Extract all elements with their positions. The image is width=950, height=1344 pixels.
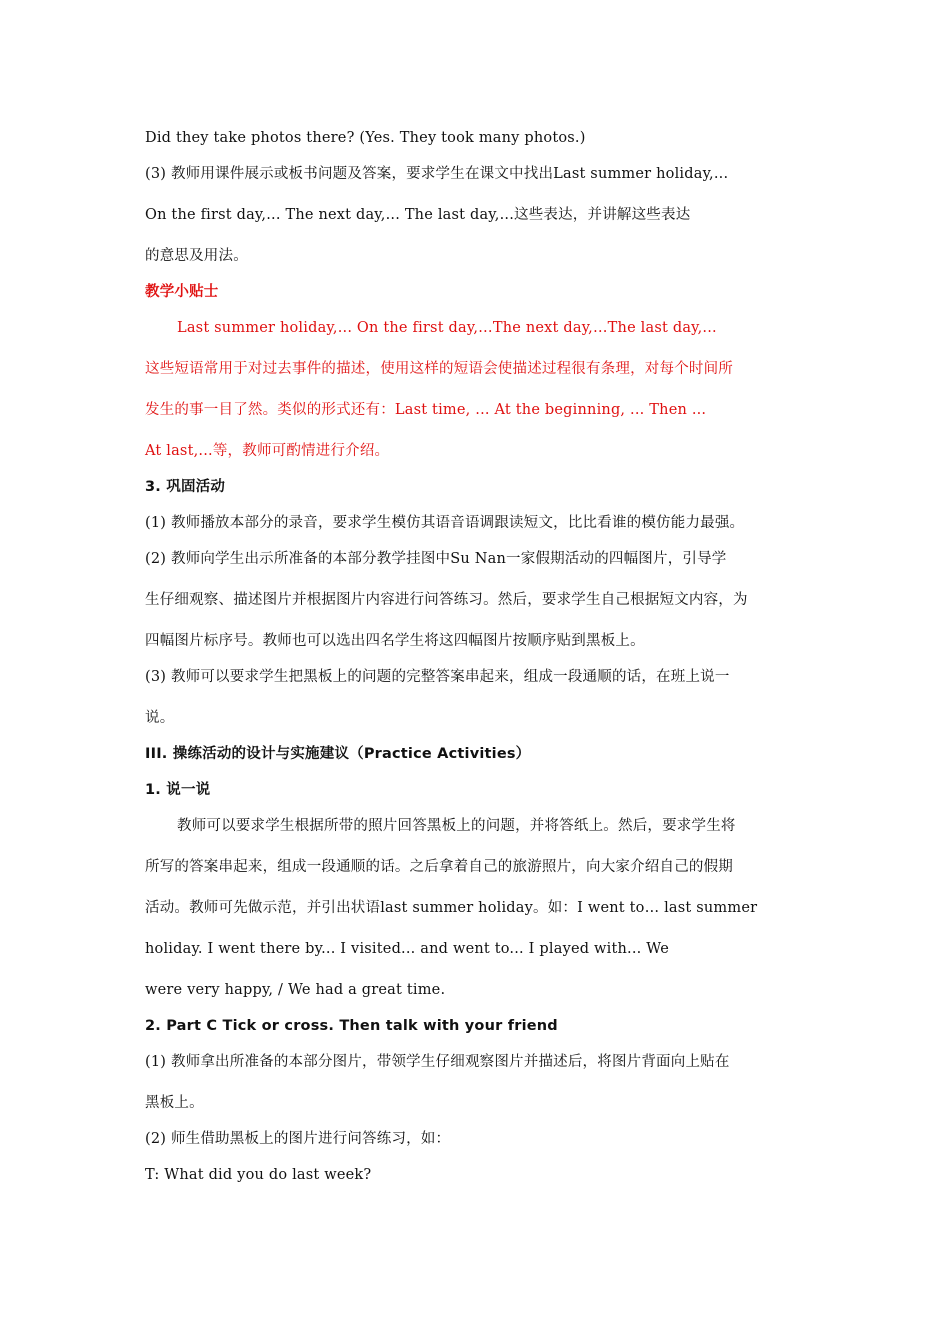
answer-line: Did they take photos there? (Yes. They took many photos.): [145, 130, 586, 146]
consolidate-item-2-line-2: 生仔细观察、描述图片并根据图片内容进行问答练习。然后，要求学生自己根据短文内容，为: [145, 592, 748, 608]
tip-line-3: 发生的事一目了然。类似的形式还有：Last time, ... At the beginning, ... Then ...: [145, 402, 707, 418]
consolidate-item-2-line-1: (2) 教师向学生出示所准备的本部分教学挂图中Su Nan一家假期活动的四幅图片，引导学: [145, 551, 727, 567]
subsection-2-heading: 2. Part C Tick or cross. Then talk with your friend: [145, 1018, 558, 1034]
section-iii-heading: III. 操练活动的设计与实施建议（Practice Activities）: [145, 746, 531, 762]
tip-line-2: 这些短语常用于对过去事件的描述，使用这样的短语会使描述过程很有条理，对每个时间所: [145, 361, 733, 377]
tip-line-1: Last summer holiday,... On the first day,…The next day,…The last day,...: [177, 320, 717, 336]
tip-line-4: At last,...等，教师可酌情进行介绍。: [145, 443, 390, 459]
consolidate-item-3-line-1: (3) 教师可以要求学生把黑板上的问题的完整答案串起来，组成一段通顺的话，在班上说一: [145, 669, 730, 685]
part-c-item-1-line-1: (1) 教师拿出所准备的本部分图片，带领学生仔细观察图片并描述后，将图片背面向上贴在: [145, 1054, 730, 1070]
subsection-1-heading: 1. 说一说: [145, 782, 211, 798]
consolidate-item-1: (1) 教师播放本部分的录音，要求学生模仿其语音语调跟读短文，比比看谁的模仿能力最强。: [145, 515, 745, 531]
section-3-heading: 3. 巩固活动: [145, 479, 226, 495]
dialogue-line: T: What did you do last week?: [145, 1167, 372, 1183]
step-3-line-2: On the first day,... The next day,... The last day,...这些表达，并讲解这些表达: [145, 207, 691, 223]
consolidate-item-2-line-3: 四幅图片标序号。教师也可以选出四名学生将这四幅图片按顺序贴到黑板上。: [145, 633, 645, 649]
speak-paragraph-line-4: holiday. I went there by... I visited... and went to... I played with... We: [145, 941, 669, 957]
part-c-item-1-line-2: 黑板上。: [145, 1095, 204, 1111]
speak-paragraph-line-2: 所写的答案串起来，组成一段通顺的话。之后拿着自己的旅游照片，向大家介绍自己的假期: [145, 859, 733, 875]
speak-paragraph-line-1: 教师可以要求学生根据所带的照片回答黑板上的问题，并将答纸上。然后，要求学生将: [177, 818, 736, 834]
step-3-line-1: (3) 教师用课件展示或板书问题及答案，要求学生在课文中找出Last summer holiday,...: [145, 166, 729, 182]
tip-title: 教学小贴士: [145, 284, 219, 300]
speak-paragraph-line-5: were very happy, / We had a great time.: [145, 982, 446, 998]
speak-paragraph-line-3: 活动。教师可先做示范，并引出状语last summer holiday。如：I went to… last summer: [145, 900, 758, 916]
step-3-line-3: 的意思及用法。: [145, 248, 248, 264]
part-c-item-2: (2) 师生借助黑板上的图片进行问答练习，如：: [145, 1131, 451, 1147]
consolidate-item-3-line-2: 说。: [145, 710, 175, 726]
